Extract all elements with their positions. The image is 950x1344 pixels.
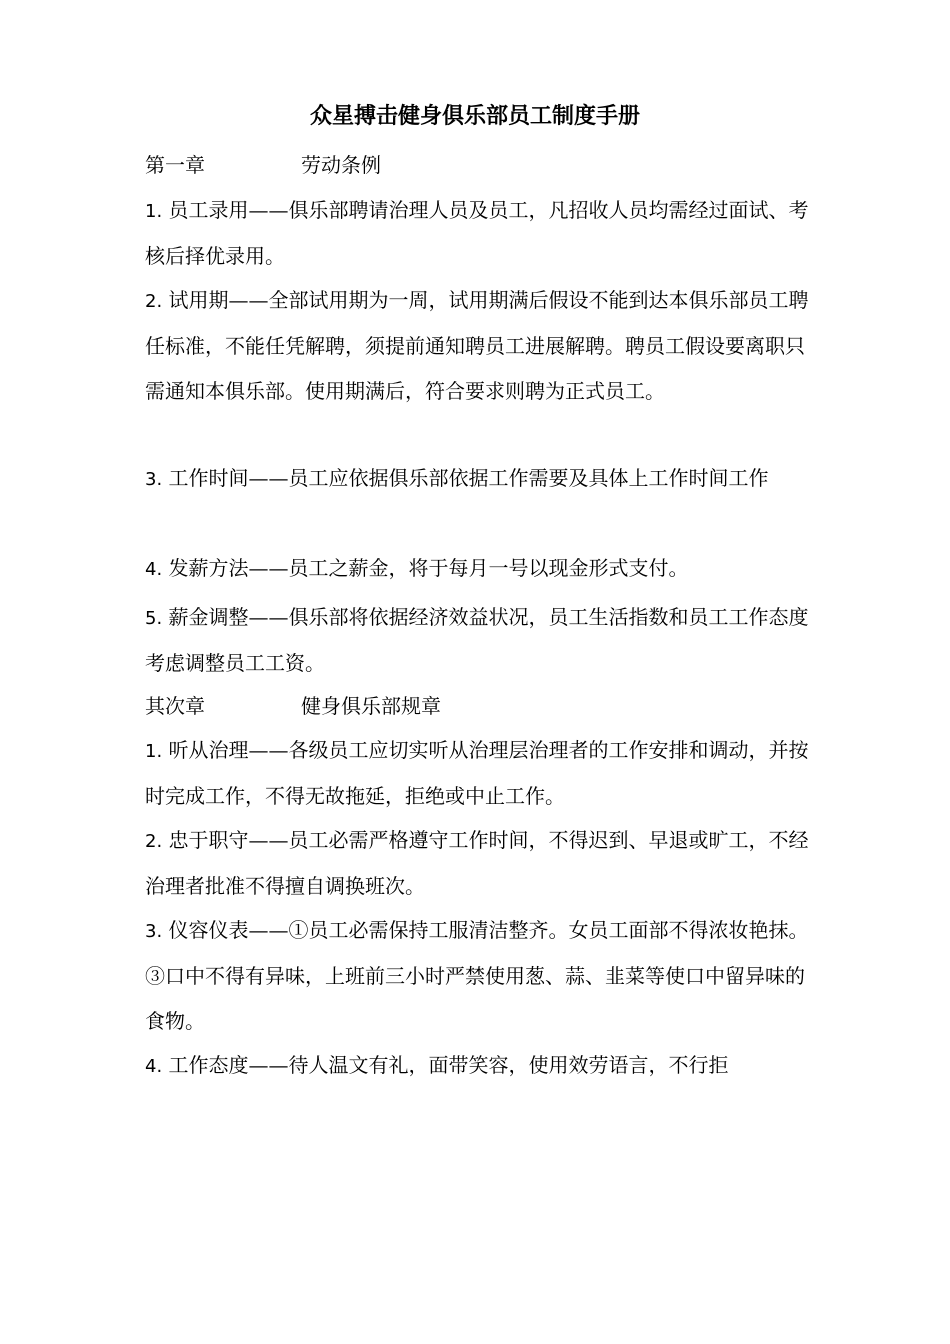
item-text: 薪金调整——俱乐部将依据经济效益状况，员工生活指数和员工工作态度考虑调整员工工资。	[145, 605, 809, 675]
list-item	[145, 188, 815, 279]
document-title: 众星搏击健身俱乐部员工制度手册	[309, 104, 640, 129]
item-text: 忠于职守——员工必需严格遵守工作时间，不得迟到、早退或旷工，不经治理者批准不得擅自调换班次。	[145, 828, 809, 898]
chapter-name: 劳动条例	[301, 153, 381, 177]
item-number: 4.	[145, 559, 163, 580]
item-number: 2.	[145, 831, 163, 852]
item-text: 工作态度——待人温文有礼，面带笑容，使用效劳语言，不行拒	[168, 1053, 729, 1077]
chapter-heading	[145, 151, 381, 179]
item-text: 听从治理——各级员工应切实听从治理层治理者的工作安排和调动，并按时完成工作，不得无故拖延，拒绝或中止工作。	[145, 738, 809, 808]
chapter-number: 第一章	[145, 153, 205, 177]
list-item	[145, 728, 815, 819]
item-number: 3.	[145, 921, 163, 942]
list-item	[145, 278, 815, 414]
item-number: 1.	[145, 201, 163, 222]
list-item	[145, 546, 815, 592]
list-item	[145, 818, 815, 909]
item-number: 3.	[145, 469, 163, 490]
item-text: 发薪方法——员工之薪金，将于每月一号以现金形式支付。	[168, 556, 689, 580]
item-text: 员工录用——俱乐部聘请治理人员及员工，凡招收人员均需经过面试、考核后择优录用。	[145, 198, 809, 268]
list-item	[145, 595, 815, 686]
chapter-number: 其次章	[145, 694, 205, 718]
list-item	[145, 908, 815, 1044]
item-text: 仪容仪表——①员工必需保持工服清洁整齐。女员工面部不得浓妆艳抹。③口中不得有异味，上班前三小时严禁使用葱、蒜、韭菜等使口中留异味的食物。	[145, 918, 809, 1033]
item-text: 工作时间——员工应依据俱乐部依据工作需要及具体上工作时间工作	[168, 466, 769, 490]
list-item	[145, 1043, 815, 1089]
item-number: 5.	[145, 608, 163, 629]
item-text: 试用期——全部试用期为一周，试用期满后假设不能到达本俱乐部员工聘任标准，不能任凭解聘，须提前通知聘员工进展解聘。聘员工假设要离职只需通知本俱乐部。使用期满后，符合要求则聘为正式员工。	[145, 288, 809, 403]
chapter-heading	[145, 692, 441, 720]
item-number: 1.	[145, 741, 163, 762]
item-number: 2.	[145, 291, 163, 312]
item-number: 4.	[145, 1056, 163, 1077]
list-item	[145, 456, 815, 502]
chapter-name: 健身俱乐部规章	[301, 694, 441, 718]
